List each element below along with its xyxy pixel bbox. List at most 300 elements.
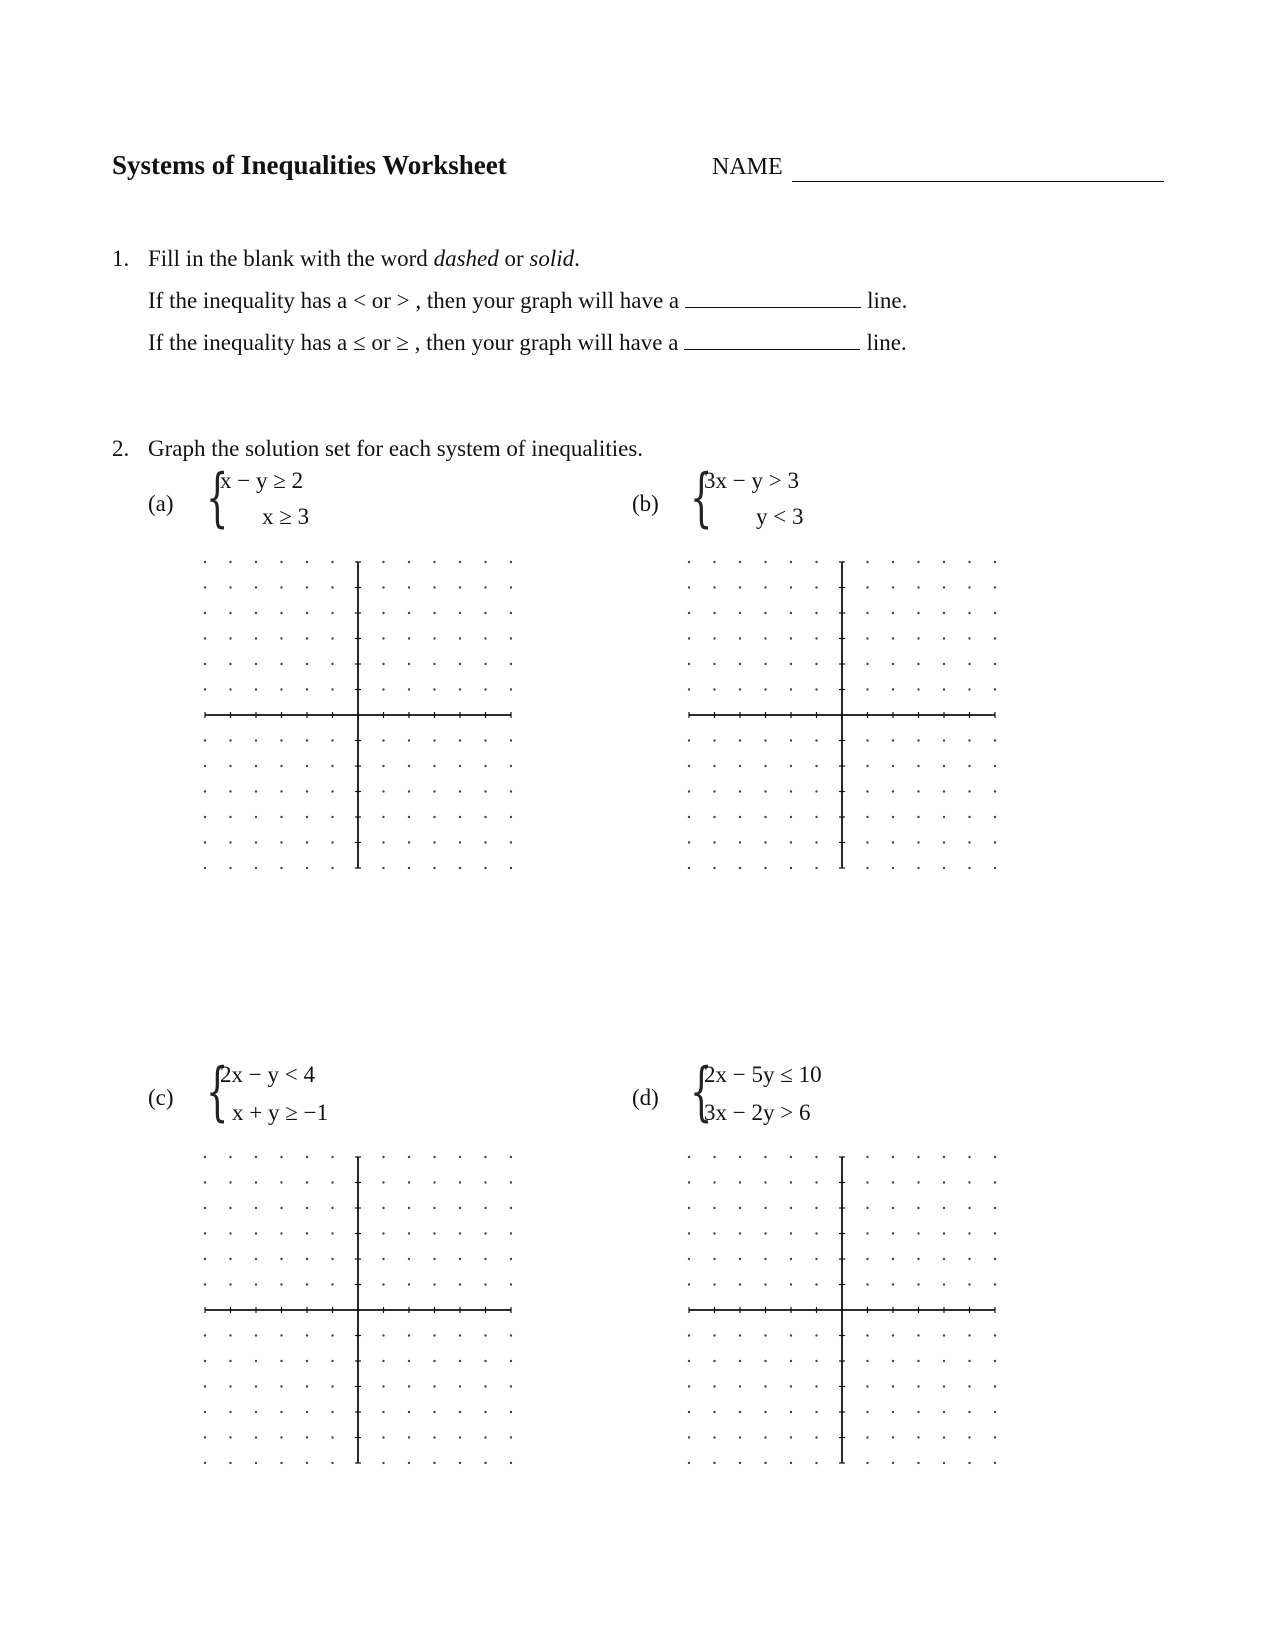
grid-dot — [866, 561, 868, 563]
grid-dot — [790, 1258, 792, 1260]
grid-dot — [433, 739, 435, 741]
grid-dot — [433, 688, 435, 690]
grid-dot — [280, 688, 282, 690]
grid-dot — [382, 1156, 384, 1158]
grid-dot — [280, 1334, 282, 1336]
grid-dot — [280, 841, 282, 843]
grid-dot — [408, 1181, 410, 1183]
grid-dot — [280, 1181, 282, 1183]
grid-dot — [892, 1334, 894, 1336]
grid-dot — [255, 739, 257, 741]
grid-dot — [459, 1156, 461, 1158]
grid-dot — [229, 1181, 231, 1183]
grid-dot — [408, 663, 410, 665]
grid-dot — [408, 1283, 410, 1285]
grid-dot — [968, 1258, 970, 1260]
grid-dot — [510, 586, 512, 588]
grid-dot — [764, 1360, 766, 1362]
grid-dot — [306, 688, 308, 690]
grid-dot — [866, 663, 868, 665]
grid-dot — [739, 739, 741, 741]
grid-dot — [510, 1334, 512, 1336]
grid-dot — [790, 841, 792, 843]
grid-dot — [229, 816, 231, 818]
grid-dot — [382, 1385, 384, 1387]
grid-dot — [280, 739, 282, 741]
part-c-label: (c) — [148, 1085, 174, 1110]
grid-dot — [713, 1360, 715, 1362]
grid-dot — [255, 561, 257, 563]
grid-dot — [790, 1181, 792, 1183]
grid-dot — [255, 637, 257, 639]
grid-dot — [204, 1334, 206, 1336]
grid-dot — [764, 1207, 766, 1209]
grid-dot — [433, 1436, 435, 1438]
grid-dot — [866, 612, 868, 614]
grid-dot — [739, 841, 741, 843]
grid-dot — [484, 586, 486, 588]
grid-dot — [764, 790, 766, 792]
grid-dot — [790, 637, 792, 639]
q2-number: 2. — [112, 436, 130, 461]
grid-dot — [713, 663, 715, 665]
grid-dot — [510, 739, 512, 741]
q1-blank-1[interactable] — [685, 289, 861, 308]
grid-dot — [917, 816, 919, 818]
grid-dot — [866, 1258, 868, 1260]
grid-dot — [790, 1436, 792, 1438]
grid-dot — [866, 1360, 868, 1362]
grid-dot — [713, 1258, 715, 1260]
grid-dot — [255, 688, 257, 690]
graph-a-grid[interactable] — [205, 562, 511, 868]
grid-dot — [433, 1462, 435, 1464]
grid-dot — [433, 561, 435, 563]
grid-dot — [382, 1334, 384, 1336]
grid-dot — [408, 1385, 410, 1387]
grid-dot — [815, 1156, 817, 1158]
grid-dot — [510, 841, 512, 843]
q1-line2 — [148, 330, 907, 356]
q1-line1-prefix: If the inequality has a < or > , then your graph will have a — [148, 288, 680, 313]
grid-dot — [866, 1283, 868, 1285]
grid-dot — [917, 1360, 919, 1362]
grid-dot — [917, 637, 919, 639]
grid-dot — [459, 1232, 461, 1234]
grid-dot — [306, 1207, 308, 1209]
grid-dot — [331, 1436, 333, 1438]
grid-dot — [943, 1411, 945, 1413]
grid-dot — [764, 1156, 766, 1158]
grid-dot — [739, 867, 741, 869]
grid-dot — [306, 867, 308, 869]
grid-dot — [994, 1334, 996, 1336]
grid-dot — [331, 637, 333, 639]
grid-dot — [306, 739, 308, 741]
grid-dot — [892, 867, 894, 869]
grid-dot — [790, 816, 792, 818]
grid-dot — [204, 612, 206, 614]
grid-dot — [204, 586, 206, 588]
grid-dot — [229, 637, 231, 639]
grid-dot — [739, 1181, 741, 1183]
grid-dot — [382, 586, 384, 588]
part-a-label: (a) — [148, 491, 174, 516]
grid-dot — [866, 586, 868, 588]
grid-dot — [280, 1462, 282, 1464]
grid-dot — [688, 816, 690, 818]
grid-dot — [892, 841, 894, 843]
grid-dot — [688, 1385, 690, 1387]
grid-dot — [866, 765, 868, 767]
grid-dot — [510, 1462, 512, 1464]
grid-dot — [255, 867, 257, 869]
grid-dot — [433, 1411, 435, 1413]
grid-dot — [917, 1232, 919, 1234]
grid-dot — [204, 1411, 206, 1413]
grid-dot — [280, 637, 282, 639]
grid-dot — [968, 841, 970, 843]
grid-dot — [688, 1232, 690, 1234]
grid-dot — [382, 739, 384, 741]
grid-dot — [739, 663, 741, 665]
grid-dot — [739, 816, 741, 818]
grid-dot — [229, 1232, 231, 1234]
grid-dot — [943, 1258, 945, 1260]
grid-dot — [459, 816, 461, 818]
grid-dot — [790, 867, 792, 869]
grid-dot — [917, 612, 919, 614]
grid-dot — [917, 688, 919, 690]
part-c-eq1: 2x − y < 4 — [220, 1062, 315, 1087]
grid-dot — [739, 765, 741, 767]
grid-dot — [917, 1385, 919, 1387]
grid-dot — [994, 561, 996, 563]
grid-dot — [280, 561, 282, 563]
grid-dot — [408, 561, 410, 563]
grid-dot — [866, 790, 868, 792]
grid-dot — [764, 1334, 766, 1336]
grid-dot — [382, 841, 384, 843]
grid-dot — [484, 816, 486, 818]
grid-dot — [331, 1283, 333, 1285]
grid-dot — [459, 1462, 461, 1464]
grid-dot — [688, 1360, 690, 1362]
grid-dot — [280, 1283, 282, 1285]
grid-dot — [968, 1436, 970, 1438]
grid-dot — [229, 1283, 231, 1285]
grid-dot — [306, 663, 308, 665]
q1-blank-2[interactable] — [684, 331, 860, 350]
grid-dot — [739, 1156, 741, 1158]
grid-dot — [484, 688, 486, 690]
grid-dot — [764, 1258, 766, 1260]
grid-dot — [968, 1232, 970, 1234]
grid-dot — [764, 1181, 766, 1183]
grid-dot — [459, 1334, 461, 1336]
grid-dot — [994, 1462, 996, 1464]
grid-dot — [790, 739, 792, 741]
grid-dot — [815, 790, 817, 792]
grid-dot — [815, 612, 817, 614]
grid-dot — [713, 1181, 715, 1183]
grid-dot — [382, 1283, 384, 1285]
grid-dot — [280, 790, 282, 792]
grid-dot — [790, 1283, 792, 1285]
grid-dot — [510, 1385, 512, 1387]
grid-dot — [331, 1207, 333, 1209]
grid-dot — [815, 1436, 817, 1438]
grid-dot — [306, 612, 308, 614]
grid-dot — [713, 765, 715, 767]
grid-dot — [815, 1334, 817, 1336]
grid-dot — [510, 1436, 512, 1438]
grid-dot — [713, 688, 715, 690]
grid-dot — [892, 1181, 894, 1183]
grid-dot — [408, 765, 410, 767]
grid-dot — [306, 1411, 308, 1413]
grid-dot — [255, 1462, 257, 1464]
grid-dot — [306, 790, 308, 792]
grid-dot — [892, 561, 894, 563]
grid-dot — [815, 1462, 817, 1464]
grid-dot — [968, 586, 970, 588]
grid-dot — [688, 637, 690, 639]
q1-word-solid: solid — [529, 246, 575, 271]
grid-dot — [739, 612, 741, 614]
grid-dot — [204, 1360, 206, 1362]
grid-dot — [815, 688, 817, 690]
grid-dot — [382, 790, 384, 792]
grid-dot — [459, 1207, 461, 1209]
grid-dot — [892, 1207, 894, 1209]
grid-dot — [408, 586, 410, 588]
part-d-eq1: 2x − 5y ≤ 10 — [704, 1062, 822, 1087]
graph-d-grid[interactable] — [689, 1157, 995, 1463]
grid-dot — [459, 612, 461, 614]
grid-dot — [331, 841, 333, 843]
grid-dot — [204, 816, 206, 818]
name-blank-line[interactable] — [792, 181, 1164, 182]
grid-dot — [866, 637, 868, 639]
grid-dot — [764, 841, 766, 843]
q1-line2-prefix: If the inequality has a ≤ or ≥ , then your graph will have a — [148, 330, 679, 355]
grid-dot — [331, 663, 333, 665]
grid-dot — [917, 739, 919, 741]
grid-dot — [459, 867, 461, 869]
grid-dot — [994, 1258, 996, 1260]
grid-dot — [204, 1258, 206, 1260]
grid-dot — [510, 1181, 512, 1183]
grid-dot — [382, 1207, 384, 1209]
grid-dot — [408, 1156, 410, 1158]
grid-dot — [739, 1360, 741, 1362]
grid-dot — [204, 1462, 206, 1464]
grid-dot — [484, 790, 486, 792]
grid-dot — [892, 1462, 894, 1464]
grid-dot — [739, 790, 741, 792]
grid-dot — [790, 688, 792, 690]
part-b-brace: { — [690, 461, 713, 535]
grid-dot — [484, 1411, 486, 1413]
grid-dot — [408, 612, 410, 614]
grid-dot — [255, 1334, 257, 1336]
grid-dot — [408, 739, 410, 741]
grid-dot — [255, 1232, 257, 1234]
grid-dot — [968, 1385, 970, 1387]
grid-dot — [306, 1181, 308, 1183]
grid-dot — [688, 1181, 690, 1183]
grid-dot — [484, 739, 486, 741]
grid-dot — [943, 612, 945, 614]
grid-dot — [306, 841, 308, 843]
grid-dot — [408, 1334, 410, 1336]
grid-dot — [968, 637, 970, 639]
grid-dot — [713, 586, 715, 588]
grid-dot — [433, 1283, 435, 1285]
grid-dot — [459, 1436, 461, 1438]
grid-dot — [382, 637, 384, 639]
grid-dot — [331, 1334, 333, 1336]
grid-dot — [739, 688, 741, 690]
grid-dot — [331, 790, 333, 792]
grid-dot — [280, 765, 282, 767]
grid-dot — [510, 688, 512, 690]
part-c-eq2: x + y ≥ −1 — [232, 1100, 329, 1125]
grid-dot — [917, 1258, 919, 1260]
grid-dot — [382, 1436, 384, 1438]
grid-dot — [764, 637, 766, 639]
grid-dot — [306, 1283, 308, 1285]
grid-dot — [484, 1232, 486, 1234]
grid-dot — [790, 1462, 792, 1464]
grid-dot — [459, 739, 461, 741]
grid-dot — [459, 765, 461, 767]
grid-dot — [764, 765, 766, 767]
grid-dot — [280, 663, 282, 665]
grid-dot — [382, 867, 384, 869]
grid-dot — [994, 790, 996, 792]
grid-dot — [994, 1232, 996, 1234]
grid-dot — [382, 1258, 384, 1260]
grid-dot — [917, 663, 919, 665]
grid-dot — [790, 1156, 792, 1158]
grid-dot — [866, 1334, 868, 1336]
grid-dot — [382, 1181, 384, 1183]
grid-dot — [484, 663, 486, 665]
grid-dot — [484, 1385, 486, 1387]
grid-dot — [408, 637, 410, 639]
grid-dot — [306, 1258, 308, 1260]
grid-dot — [943, 637, 945, 639]
grid-dot — [331, 1411, 333, 1413]
grid-dot — [739, 1334, 741, 1336]
grid-dot — [917, 586, 919, 588]
grid-dot — [739, 637, 741, 639]
grid-dot — [331, 1232, 333, 1234]
part-a-eq1: x − y ≥ 2 — [220, 468, 304, 493]
grid-dot — [713, 637, 715, 639]
grid-dot — [510, 816, 512, 818]
grid-dot — [306, 561, 308, 563]
grid-dot — [917, 561, 919, 563]
grid-dot — [433, 1181, 435, 1183]
grid-dot — [510, 1207, 512, 1209]
grid-dot — [255, 1258, 257, 1260]
grid-dot — [229, 867, 231, 869]
grid-dot — [688, 612, 690, 614]
q1-word-dashed: dashed — [433, 246, 499, 271]
grid-dot — [688, 841, 690, 843]
grid-dot — [943, 663, 945, 665]
grid-dot — [943, 1181, 945, 1183]
grid-dot — [943, 816, 945, 818]
grid-dot — [382, 1462, 384, 1464]
grid-dot — [892, 1360, 894, 1362]
grid-dot — [943, 1436, 945, 1438]
grid-dot — [815, 867, 817, 869]
grid-dot — [815, 739, 817, 741]
grid-dot — [943, 1207, 945, 1209]
grid-dot — [280, 1156, 282, 1158]
grid-dot — [510, 867, 512, 869]
part-a-brace: { — [206, 461, 229, 535]
grid-dot — [994, 765, 996, 767]
grid-dot — [510, 1258, 512, 1260]
grid-dot — [204, 739, 206, 741]
grid-dot — [917, 841, 919, 843]
grid-dot — [408, 841, 410, 843]
grid-dot — [204, 663, 206, 665]
grid-dot — [484, 561, 486, 563]
grid-dot — [713, 1283, 715, 1285]
grid-dot — [968, 561, 970, 563]
grid-dot — [229, 663, 231, 665]
grid-dot — [433, 1232, 435, 1234]
graph-b-grid[interactable] — [689, 562, 995, 868]
grid-dot — [968, 816, 970, 818]
grid-dot — [943, 1385, 945, 1387]
grid-dot — [917, 1436, 919, 1438]
grid-dot — [790, 561, 792, 563]
grid-dot — [943, 739, 945, 741]
grid-dot — [459, 1258, 461, 1260]
grid-dot — [790, 1411, 792, 1413]
grid-dot — [739, 1462, 741, 1464]
grid-dot — [815, 816, 817, 818]
grid-dot — [866, 841, 868, 843]
grid-dot — [255, 1360, 257, 1362]
grid-dot — [892, 688, 894, 690]
grid-dot — [968, 1181, 970, 1183]
grid-dot — [433, 1156, 435, 1158]
grid-dot — [484, 1181, 486, 1183]
grid-dot — [994, 1360, 996, 1362]
grid-dot — [994, 637, 996, 639]
grid-dot — [866, 867, 868, 869]
grid-dot — [459, 1411, 461, 1413]
grid-dot — [484, 841, 486, 843]
grid-dot — [790, 765, 792, 767]
grid-dot — [510, 765, 512, 767]
grid-dot — [917, 1462, 919, 1464]
grid-dot — [764, 816, 766, 818]
graph-c-grid[interactable] — [205, 1157, 511, 1463]
grid-dot — [790, 612, 792, 614]
grid-dot — [204, 688, 206, 690]
grid-dot — [433, 790, 435, 792]
grid-dot — [510, 663, 512, 665]
